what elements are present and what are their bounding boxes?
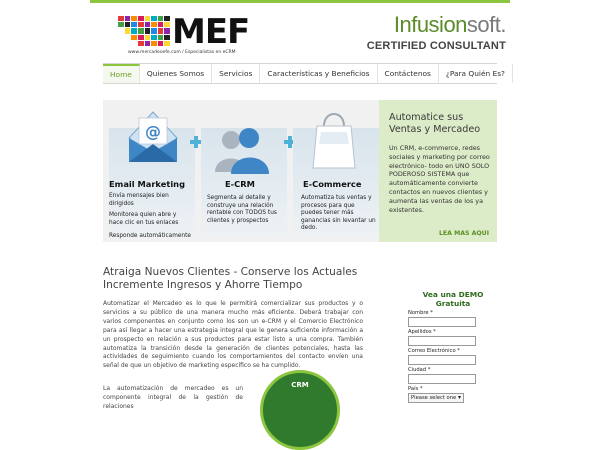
crm-label: CRM	[291, 381, 309, 389]
apellidos-input[interactable]	[408, 336, 476, 346]
mef-logo[interactable]	[118, 12, 250, 58]
panel-title: E-Commerce	[303, 179, 362, 189]
nav-caracteristicas[interactable]: Características y Beneficios	[260, 64, 377, 83]
mosaic-icon	[118, 16, 170, 46]
feature-banner	[103, 100, 497, 242]
field-label-pais: País *	[408, 386, 423, 392]
panel-title: Email Marketing	[109, 179, 186, 189]
shopping-bag-icon	[309, 106, 359, 172]
partner-name-b: soft.	[466, 12, 506, 37]
read-more-link[interactable]: LEA MAS AQUI	[438, 230, 489, 237]
top-accent-bar	[90, 0, 510, 3]
email-input[interactable]	[408, 355, 476, 365]
partner-subtitle: CERTIFIED CONSULTANT	[366, 40, 506, 52]
intro-paragraph: Automatizar el Mercadeo es lo que le permitirá comercializar sus productos y o servicios a su público de una manera mucho más eficiente. Deberá trabajar con varios componentes en conjunto como los son un e-CRM y el Comercio Electrónico para así llegar a hacer una estrategia integral que le genera suficiente información a un prospecto en relación a sus productos para estar listo a una compra. También automatiza la transición desde la generación de clientes potenciales, hasta las actividades de seguimiento cuando los comportamientos del contacto envíen una señal de que un objetivo de marketing específico se ha cumplido.	[103, 300, 363, 370]
page-headline: Atraiga Nuevos Clientes - Conserve los Actuales Incremente Ingresos y Ahorre Tiempo	[103, 266, 358, 291]
field-label-apellidos: Apellidos *	[408, 329, 436, 335]
svg-text:@: @	[145, 122, 161, 141]
promo-title: Automatice sus Ventas y Mercadeo	[389, 112, 481, 135]
panel-title: E-CRM	[225, 179, 255, 189]
panel-email-marketing[interactable]	[103, 100, 195, 242]
panel-line: Automatiza tus ventas y procesos para que puedes tener más ganancias sin levantar un dedo.	[301, 195, 376, 231]
promo-box	[379, 100, 497, 242]
field-label-correo: Correo Electrónico *	[408, 348, 460, 354]
main-nav	[103, 63, 505, 84]
second-paragraph: La automatización de mercadeo es un componente integral de la gestión de relaciones	[103, 385, 243, 410]
promo-text: Un CRM, e-commerce, redes sociales y marketing por correo electrónico- todo en UNO SOLO PODEROSO SISTEMA que automáticamente convierte contactos en nuevos clientes y aumenta las ventas de los ya existentes.	[389, 144, 490, 214]
form-title: Vea una DEMO Gratuita	[422, 290, 484, 308]
infusionsoft-badge	[367, 12, 506, 52]
nav-quienes-somos[interactable]: Quienes Somos	[140, 64, 212, 83]
field-label-nombre: Nombre *	[408, 310, 433, 316]
field-label-ciudad: Ciudad *	[408, 367, 431, 373]
nav-servicios[interactable]: Servicios	[212, 64, 260, 83]
panel-ecommerce[interactable]	[287, 100, 379, 242]
crm-diagram	[260, 370, 340, 450]
panel-ecrm[interactable]	[195, 100, 287, 242]
panel-line: Monitorea quien abre y hace clic en tus enlaces	[109, 212, 179, 226]
panel-line: Segmenta al detalle y construye una relación rentable con TODOS tus clientes y prospectos	[207, 195, 277, 224]
nav-para-quien[interactable]: ¿Para Quién Es?	[439, 64, 513, 83]
partner-name-a: Infusion	[393, 12, 467, 37]
nav-contactenos[interactable]: Contáctenos	[378, 64, 439, 83]
panel-line: Envía mensajes bien dirigidos	[109, 193, 169, 207]
nav-home[interactable]: Home	[103, 64, 140, 83]
people-icon	[211, 126, 273, 176]
logo-tagline: www.mercadeoefe.com / Especialistas en eCRM	[128, 50, 236, 55]
partner-name	[367, 12, 506, 38]
panel-line: Responde automáticamente	[109, 233, 191, 239]
ciudad-input[interactable]	[408, 374, 476, 384]
country-select[interactable]: Please select one ▾	[408, 393, 464, 403]
nombre-input[interactable]	[408, 317, 476, 327]
envelope-icon	[123, 104, 183, 168]
logo-text: MEF	[172, 12, 250, 52]
demo-form	[408, 290, 498, 403]
